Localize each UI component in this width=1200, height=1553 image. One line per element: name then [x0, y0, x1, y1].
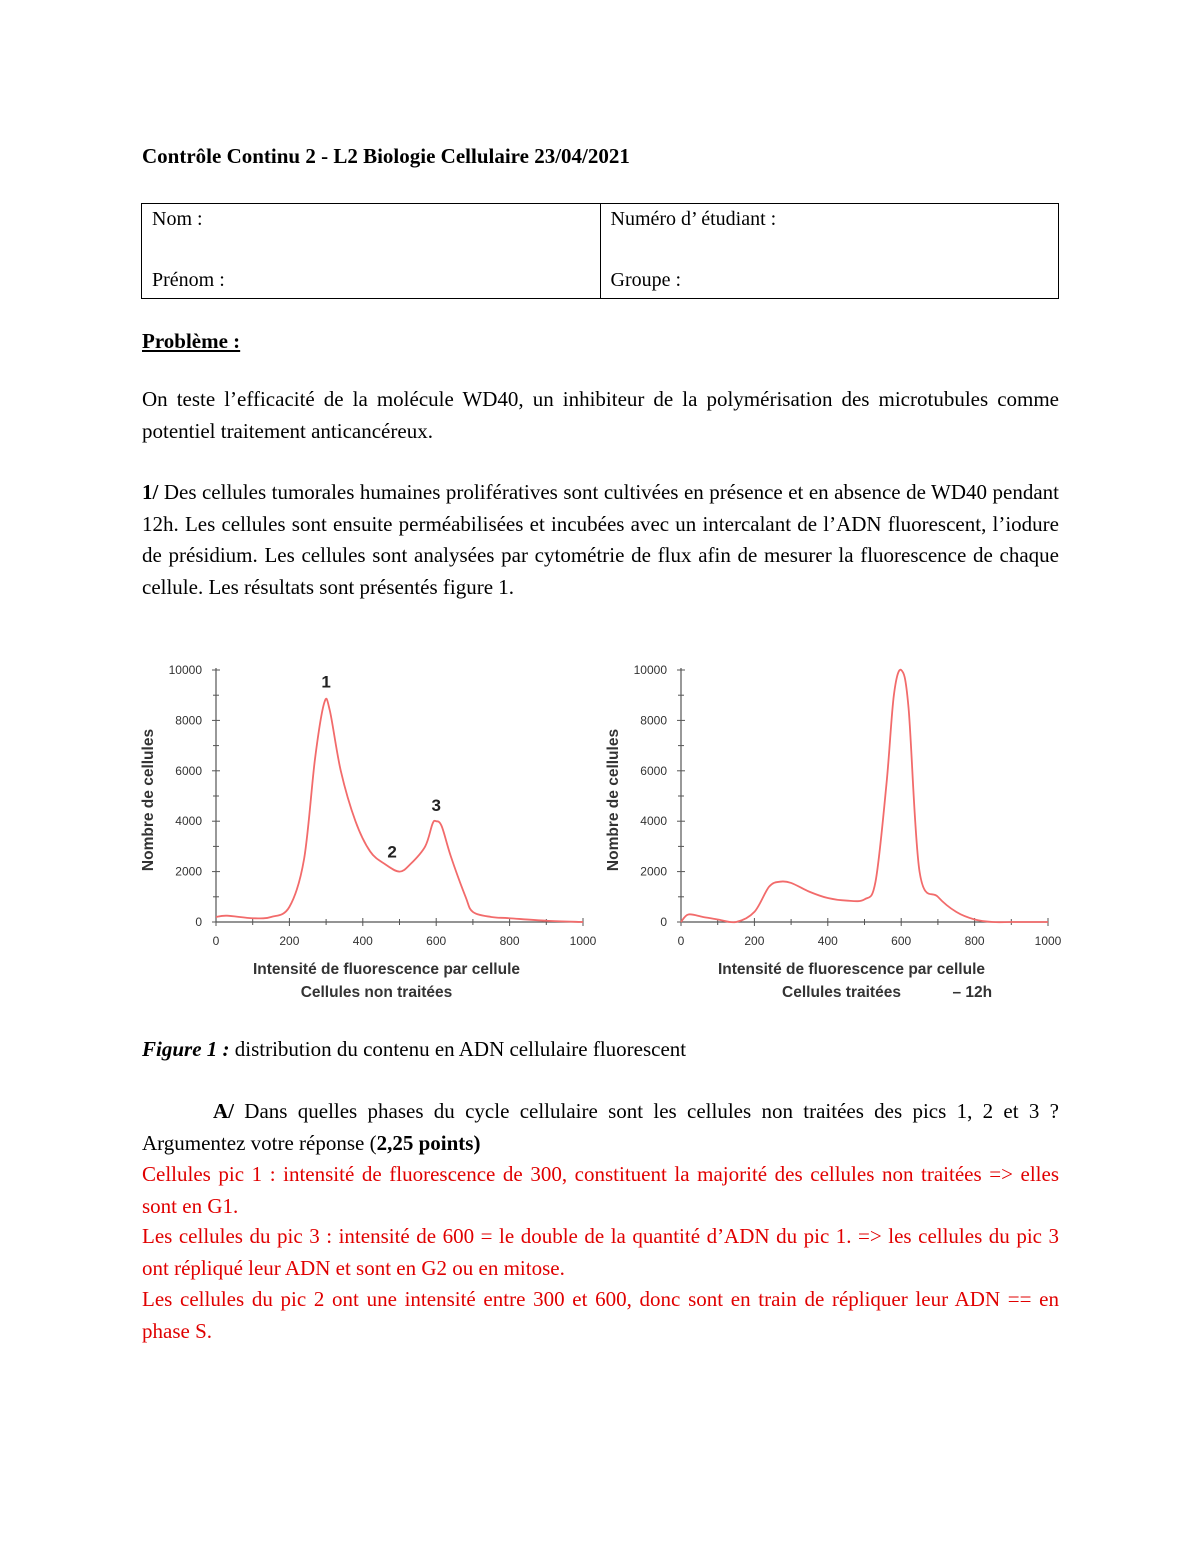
question-1	[142, 477, 1059, 603]
y-tick-label: 4000	[640, 814, 667, 829]
answer-pic-1: Cellules pic 1 : intensité de fluorescence de 300, constituent la majorité des cellules non traitées => elles sont en G1.	[142, 1162, 1059, 1218]
y-tick-label: 6000	[640, 763, 667, 778]
chart-untreated	[135, 652, 605, 1012]
y-tick-label: 8000	[640, 713, 667, 728]
chart-subtitle-suffix: – 12h	[952, 984, 993, 1001]
question-a-points: 2,25 points)	[376, 1130, 481, 1155]
nom-label: Nom :	[152, 208, 203, 230]
x-axis-label: Intensité de fluorescence par cellule	[717, 961, 986, 978]
y-tick-label: 2000	[175, 864, 202, 879]
series-line	[681, 670, 1048, 923]
y-tick-label: 2000	[640, 864, 667, 879]
figure-caption-text: distribution du contenu en ADN cellulaire fluorescent	[229, 1037, 687, 1061]
x-axis-label: Intensité de fluorescence par cellule	[252, 961, 521, 978]
x-tick-label: 400	[352, 934, 373, 948]
chart-subtitle: Cellules non traitées	[300, 984, 453, 1001]
y-tick-label: 6000	[175, 763, 202, 778]
x-tick-label: 400	[817, 934, 838, 948]
question-a	[142, 1096, 1059, 1159]
x-tick-label: 800	[499, 934, 520, 948]
question-a-text: Dans quelles phases du cycle cellulaire sont les cellules non traitées des pics 1, 2 et 3 ? Argumentez votre réponse (	[142, 1099, 1059, 1155]
identity-table	[141, 203, 1059, 299]
prenom-label: Prénom :	[152, 269, 225, 291]
figure-caption	[142, 1034, 1059, 1066]
y-tick-label: 4000	[175, 814, 202, 829]
name-cell[interactable]	[142, 204, 601, 299]
question-1-number: 1/	[142, 480, 159, 504]
x-tick-label: 0	[212, 934, 220, 948]
y-tick-label: 10000	[168, 663, 202, 677]
student-number-cell[interactable]	[600, 204, 1059, 299]
answer-pic-3: Les cellules du pic 3 : intensité de 600 = le double de la quantité d’ADN du pic 1. => les cellules du pic 3 ont répliqué leur ADN et sont en G2 ou en mitose.	[142, 1224, 1059, 1280]
peak-label-2: 2	[387, 842, 397, 862]
groupe-label: Groupe :	[610, 269, 682, 291]
question-1-text: Des cellules tumorales humaines prolifératives sont cultivées en présence et en absence de WD40 pendant 12h. Les cellules sont ensuite perméabilisées et incubées avec un intercalant de l’ADN fluorescent, l’iodure de présidium. Les cellules sont analysées par cytométrie de flux afin de mesurer la fluorescence de chaque cellule. Les résultats sont présentés figure 1.	[142, 480, 1059, 599]
y-tick-label: 0	[195, 915, 202, 929]
x-tick-label: 0	[677, 934, 685, 948]
x-tick-label: 200	[744, 934, 765, 948]
y-tick-label: 10000	[633, 663, 667, 677]
y-tick-label: 8000	[175, 713, 202, 728]
x-tick-label: 800	[964, 934, 985, 948]
x-tick-label: 1000	[1034, 934, 1062, 948]
x-tick-label: 200	[279, 934, 300, 948]
peak-label-1: 1	[321, 672, 331, 692]
y-tick-label: 0	[660, 915, 667, 929]
x-tick-label: 1000	[569, 934, 597, 948]
problem-heading: Problème :	[142, 329, 241, 353]
document-title: Contrôle Continu 2 - L2 Biologie Cellulaire 23/04/2021	[142, 144, 630, 168]
x-tick-label: 600	[426, 934, 447, 948]
chart-subtitle: Cellules traitées	[782, 984, 901, 1001]
series-line	[216, 699, 583, 922]
numero-label: Numéro d’ étudiant :	[610, 208, 777, 230]
y-axis-label: Nombre de cellules	[140, 728, 157, 872]
answer-pic-2: Les cellules du pic 2 ont une intensité entre 300 et 600, donc sont en train de répliquer leur ADN == en phase S.	[142, 1287, 1059, 1343]
x-tick-label: 600	[891, 934, 912, 948]
problem-intro: On teste l’efficacité de la molécule WD40, un inhibiteur de la polymérisation des microtubules comme potentiel traitement anticancéreux.	[142, 387, 1059, 443]
figure-caption-label: Figure 1 :	[142, 1037, 230, 1061]
peak-label-3: 3	[431, 796, 441, 816]
question-a-label: A/	[213, 1099, 234, 1123]
y-axis-label: Nombre de cellules	[605, 728, 622, 872]
chart-treated	[600, 652, 1070, 1012]
